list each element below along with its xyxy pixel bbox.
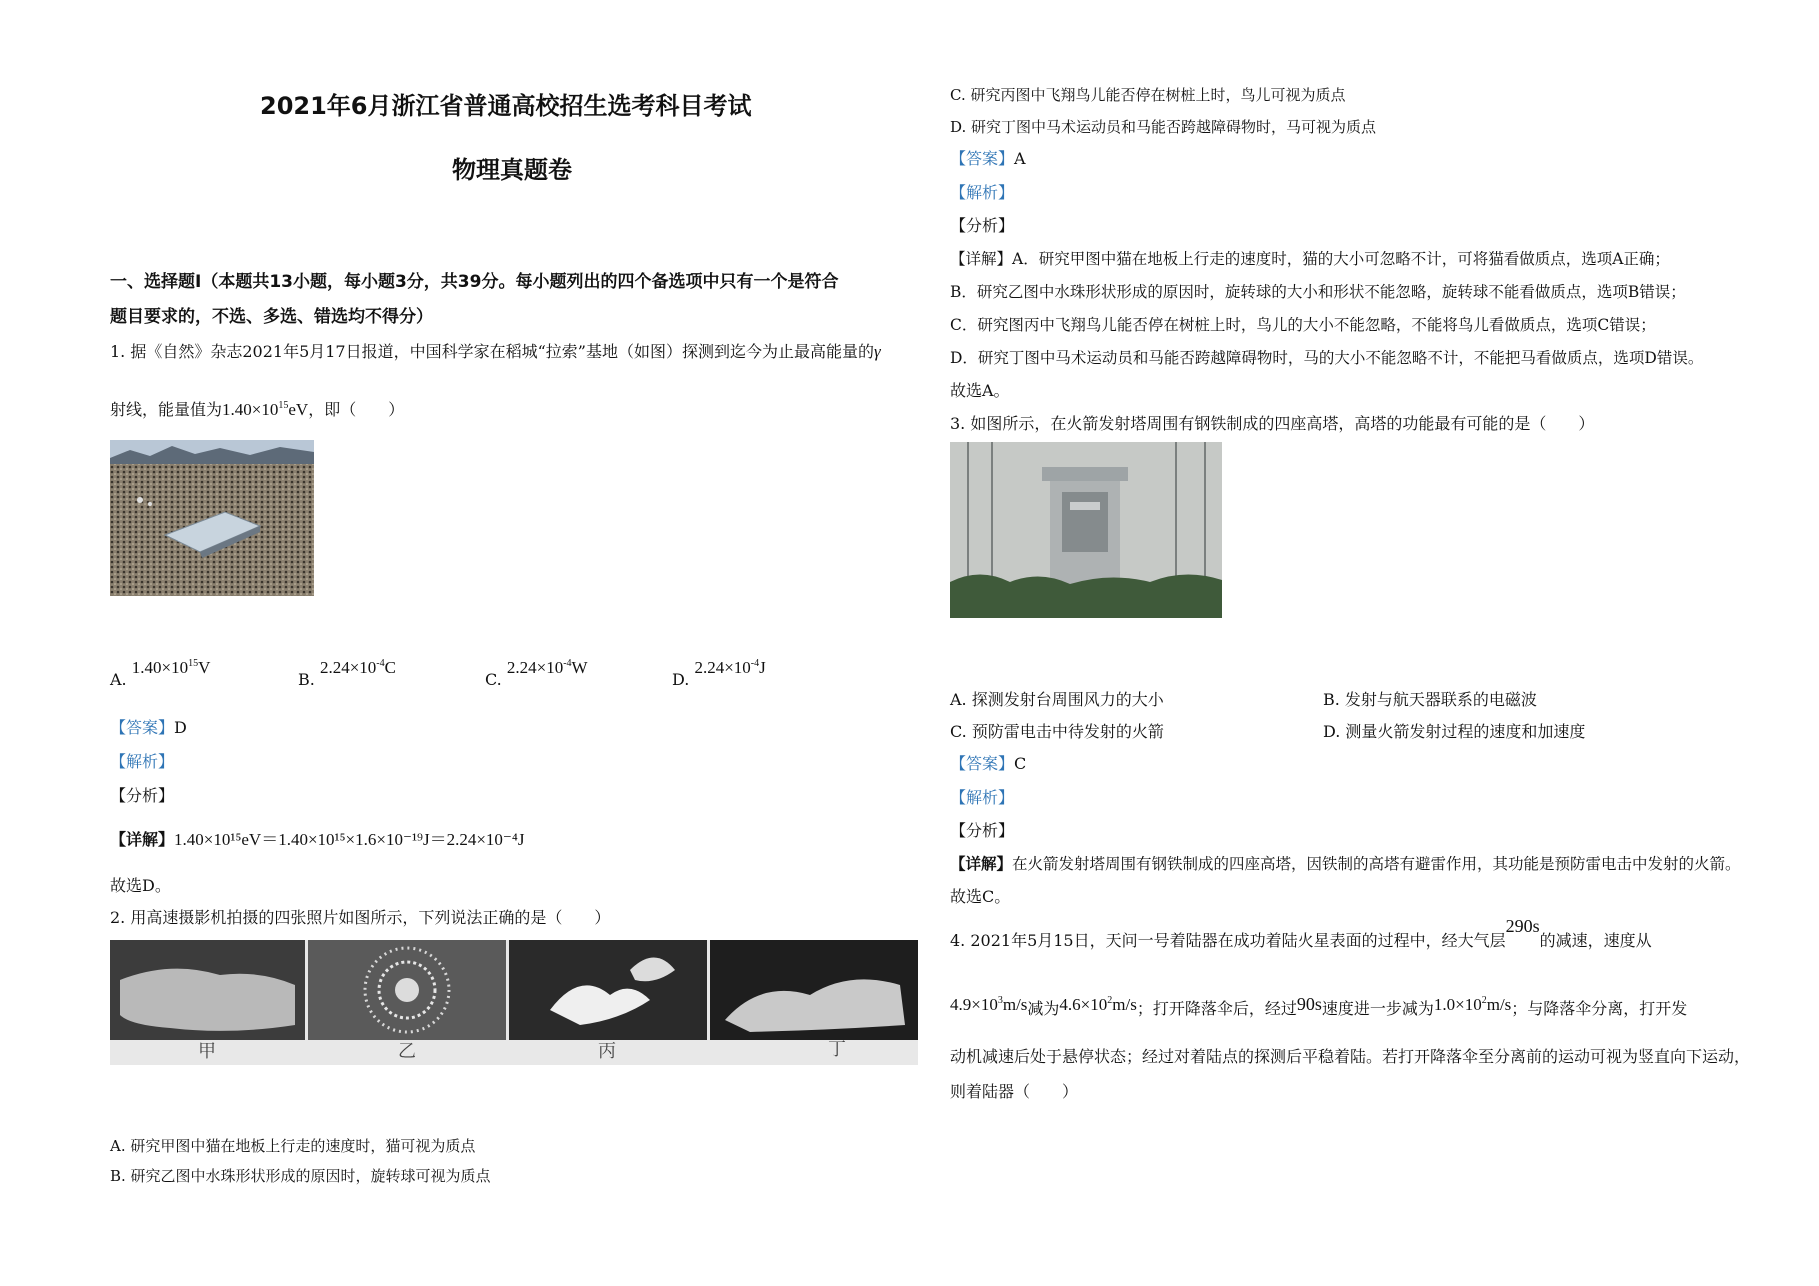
q2-detail-d: D．研究丁图中马术运动员和马能否跨越障碍物时，马的大小不能忽略不计，不能把马看做质点，选项D错误。 xyxy=(950,349,1704,367)
q2-analysis-label: 【解析】 xyxy=(950,183,1015,202)
q4-stem-cont: $4.9\times 10^3m/s$减为$4.6\times 10^2m/s$；打开降落伞后，经过90s速度进一步减为$1.0\times 10^2m/s$；与降落伞分离，打开发 xyxy=(950,994,1688,1018)
q4-t1: 290s xyxy=(1505,916,1540,936)
q4-stem-line3: 动机减速后处于悬停状态；经过对着陆点的探测后平稳着陆。若打开降落伞至分离前的运动可视为竖直向下运动， xyxy=(950,1047,1751,1066)
q4-v3: $1.0\times 10^2m/s$ xyxy=(1433,995,1512,1014)
q4-v1: $4.9\times 10^3m/s$ xyxy=(950,995,1028,1014)
section-heading: 一、选择题Ⅰ（本题共13小题，每小题3分，共39分。每小题列出的四个备选项中只有一个是符合 xyxy=(110,272,839,292)
q2-answer: 【答案】A xyxy=(950,149,1026,168)
q3-detail: 【详解】在火箭发射塔周围有钢铁制成的四座高塔，因铁制的高塔有避雷作用，其功能是预防雷电击中发射的火箭。 xyxy=(950,854,1741,873)
q2-label-jia: 甲 xyxy=(198,1041,216,1062)
q3-fenxi-label: 【分析】 xyxy=(950,821,1015,840)
q3-conclusion: 故选C。 xyxy=(950,887,1011,906)
q3-answer: 【答案】C xyxy=(950,754,1027,773)
q1-answer: 【答案】D xyxy=(110,718,187,737)
q2-detail-c: C．研究图丙中飞翔鸟儿能否停在树桩上时，鸟儿的大小不能忽略，不能将鸟儿看做质点，选项C错误； xyxy=(950,316,1656,334)
page-title: 2021年6月浙江省普通高校招生选考科目考试 xyxy=(260,92,752,120)
q1-analysis-label: 【解析】 xyxy=(110,752,175,771)
q1-fenxi-label: 【分析】 xyxy=(110,786,175,805)
q2-option-c[interactable]: C. 研究丙图中飞翔鸟儿能否停在树桩上时，鸟儿可视为质点 xyxy=(950,86,1346,104)
q2-option-d[interactable]: D. 研究丁图中马术运动员和马能否跨越障碍物时，马可视为质点 xyxy=(950,118,1377,136)
q2-option-b[interactable]: B. 研究乙图中水珠形状形成的原因时，旋转球可视为质点 xyxy=(110,1167,491,1185)
q2-fenxi-label: 【分析】 xyxy=(950,216,1015,235)
q1-stem: 1. 据《自然》杂志2021年5月17日报道，中国科学家在稻城“拉索”基地（如图）探测到迄今为止最高能量的γ xyxy=(110,342,881,361)
q1-conclusion: 故选D。 xyxy=(110,876,171,895)
section-heading-cont: 题目要求的，不选、多选、错选均不得分） xyxy=(110,307,433,327)
q2-detail-a: 【详解】A．研究甲图中猫在地板上行走的速度时，猫的大小可忽略不计，可将猫看做质点，选项A正确； xyxy=(950,250,1670,268)
q3-option-a[interactable]: A. 探测发射台周围风力的大小 xyxy=(950,690,1164,709)
q1-option-a[interactable]: A. $1.40\times 10^{15}V$ xyxy=(110,658,211,689)
q2-photo-strip xyxy=(110,940,918,1065)
q2-label-yi: 乙 xyxy=(398,1041,416,1062)
q1-stem-cont: 射线，能量值为$1.40\times 10^{15}eV$，即（ ） xyxy=(110,400,405,419)
q1-option-b[interactable]: B. $2.24\times 10^{-4}C$ xyxy=(298,658,396,689)
q4-v2: $4.6\times 10^2m/s$ xyxy=(1059,995,1137,1014)
page-subtitle: 物理真题卷 xyxy=(452,156,572,184)
gamma-symbol: γ xyxy=(873,342,881,361)
q1-option-d[interactable]: D. $2.24\times 10^{-4}J$ xyxy=(672,658,766,689)
q1-option-c[interactable]: C. $2.24\times 10^{-4}W$ xyxy=(485,658,588,689)
q3-option-d[interactable]: D. 测量火箭发射过程的速度和加速度 xyxy=(1323,722,1586,741)
q1-detail: 【详解】1.40×10¹⁵eV＝1.40×10¹⁵×1.6×10⁻¹⁹J＝2.24×10⁻⁴J xyxy=(110,830,525,849)
q1-observatory-photo xyxy=(110,440,314,596)
q3-option-b[interactable]: B. 发射与航天器联系的电磁波 xyxy=(1323,690,1537,709)
q2-stem: 2. 用高速摄影机拍摄的四张照片如图所示，下列说法正确的是（ ） xyxy=(110,908,611,927)
q3-launch-tower-photo xyxy=(950,442,1222,618)
q2-label-ding: 丁 xyxy=(828,1039,846,1060)
q4-stem: 4. 2021年5月15日，天问一号着陆器在成功着陆火星表面的过程中，经大气层290s的减速，速度从 xyxy=(950,916,1652,950)
q4-stem-line4: 则着陆器（ ） xyxy=(950,1082,1079,1101)
q3-option-c[interactable]: C. 预防雷电击中待发射的火箭 xyxy=(950,722,1164,741)
q2-detail-b: B．研究乙图中水珠形状形成的原因时，旋转球的大小和形状不能忽略，旋转球不能看做质点，选项B错误； xyxy=(950,283,1686,301)
q2-label-bing: 丙 xyxy=(598,1041,616,1062)
q1-energy: $1.40\times 10^{15}eV$ xyxy=(222,400,309,419)
q2-conclusion: 故选A。 xyxy=(950,381,1010,400)
q2-option-a[interactable]: A. 研究甲图中猫在地板上行走的速度时，猫可视为质点 xyxy=(110,1137,476,1155)
q4-t2: 90s xyxy=(1296,994,1322,1014)
q3-analysis-label: 【解析】 xyxy=(950,788,1015,807)
q3-stem: 3. 如图所示，在火箭发射塔周围有钢铁制成的四座高塔，高塔的功能最有可能的是（ ） xyxy=(950,414,1595,433)
